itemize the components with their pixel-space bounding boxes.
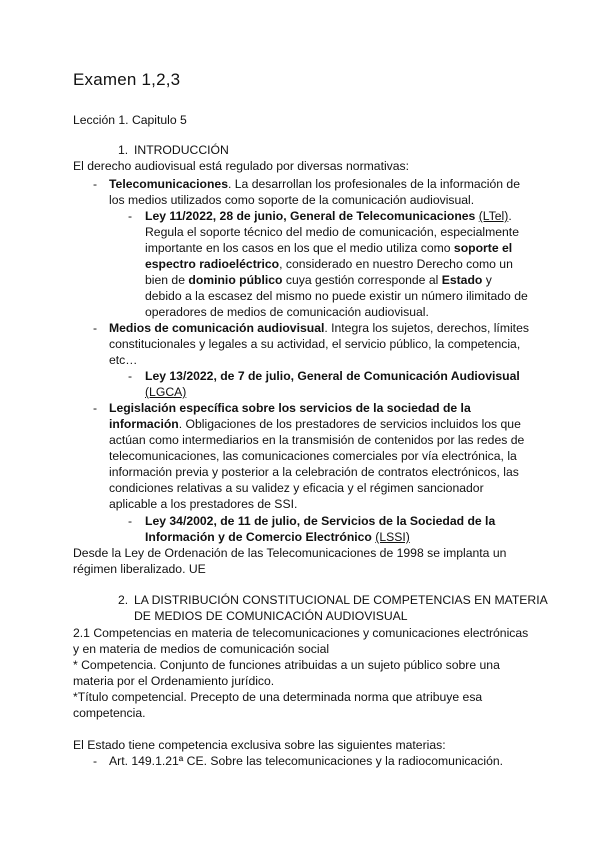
list-item-text: actúan como intermediarios en la transmisión de contenidos por las redes de [109, 433, 525, 447]
list-item-text: etc… [109, 353, 138, 367]
term: Telecomunicaciones [109, 177, 228, 191]
list-item-text: constitucionales y legales a su actividad, el servicio público, la competencia, [109, 337, 521, 351]
section-2-heading: DE MEDIOS DE COMUNICACIÓN AUDIOVISUAL [134, 609, 408, 623]
list-item-text: condiciones relativas a su validez y eficacia y el régimen sancionador [109, 481, 484, 495]
paragraph: materia por el Ordenamiento jurídico. [73, 674, 275, 688]
law-description: Regula el soporte técnico del medio de comunicación, especialmente [145, 225, 519, 239]
law-lssi: Ley 34/2002, de 11 de julio, de Servicios de la Sociedad de la [145, 514, 496, 528]
list-item-text: aplicable a los prestadores de SSI. [109, 497, 298, 511]
paragraph: * Competencia. Conjunto de funciones atribuidas a un sujeto público sobre una [73, 658, 500, 672]
law-lssi-cont: Información y de Comercio Electrónico (LSSI) [145, 530, 410, 544]
paragraph: competencia. [73, 706, 146, 720]
list-item-text: Art. 149.1.21ª CE. Sobre las telecomunicaciones y la radiocomunicación. [109, 754, 504, 768]
list-marker: - [93, 754, 98, 768]
list-item-text: telecomunicaciones, las comunicaciones comerciales por vía electrónica, la [109, 449, 517, 463]
section-2-number: 2. [118, 593, 129, 607]
paragraph: Desde la Ley de Ordenación de las Telecomunicaciones de 1998 se implanta un [73, 546, 507, 560]
paragraph: y en materia de medios de comunicación social [73, 642, 330, 656]
sublist-marker: - [128, 369, 133, 383]
law-abbr-link[interactable]: (LGCA) [145, 385, 187, 399]
list-item-medios: Medios de comunicación audiovisual. Integra los sujetos, derechos, límites [109, 321, 529, 335]
list-item-text: información. Obligaciones de los prestadores de servicios incluidos los que [109, 417, 521, 431]
sublist-marker: - [128, 514, 133, 528]
section-2-heading: LA DISTRIBUCIÓN CONSTITUCIONAL DE COMPETENCIAS EN MATERIA [134, 593, 548, 607]
document-title: Examen 1,2,3 [73, 70, 181, 89]
list-item-lssi-term: Legislación específica sobre los servicios de la sociedad de la [109, 401, 471, 415]
law-description: debido a la escasez del mismo no puede existir un número ilimitado de [145, 289, 528, 303]
list-marker: - [93, 321, 98, 335]
section-1-intro: El derecho audiovisual está regulado por diversas normativas: [73, 159, 410, 173]
paragraph: régimen liberalizado. UE [73, 562, 206, 576]
list-item-text: información previa y posterior a la celebración de contratos electrónicos, las [109, 465, 519, 479]
law-lgca: Ley 13/2022, de 7 de julio, General de Comunicación Audiovisual [145, 369, 520, 383]
section-1-number: 1. [118, 143, 129, 157]
law-description: importante en los casos en los que el medio utiliza como soporte el [145, 241, 513, 255]
lesson-heading: Lección 1. Capitulo 5 [73, 113, 187, 127]
term: Medios de comunicación audiovisual [109, 321, 325, 335]
list-marker: - [93, 401, 98, 415]
section-1-heading: INTRODUCCIÓN [134, 143, 229, 157]
list-item-telecom: Telecomunicaciones. La desarrollan los profesionales de la información de [109, 177, 520, 191]
law-abbr-link[interactable]: (LSSI) [375, 530, 410, 544]
law-abbr-link[interactable]: (LTel) [478, 209, 509, 223]
law-description: espectro radioeléctrico, considerado en nuestro Derecho como un [145, 257, 513, 271]
law-description: bien de dominio público cuya gestión corresponde al Estado y [145, 273, 492, 287]
sublist-marker: - [128, 209, 133, 223]
paragraph: 2.1 Competencias en materia de telecomunicaciones y comunicaciones electrónicas [73, 626, 529, 640]
list-item-text: los medios utilizados como soporte de la comunicación audiovisual. [109, 193, 475, 207]
list-marker: - [93, 177, 98, 191]
paragraph: *Título competencial. Precepto de una determinada norma que atribuye esa [73, 690, 483, 704]
law-ltel: Ley 11/2022, 28 de junio, General de Telecomunicaciones (LTel). [145, 209, 512, 223]
law-description: operadores de medios de comunicación audiovisual. [145, 305, 429, 319]
paragraph: El Estado tiene competencia exclusiva sobre las siguientes materias: [73, 738, 446, 752]
